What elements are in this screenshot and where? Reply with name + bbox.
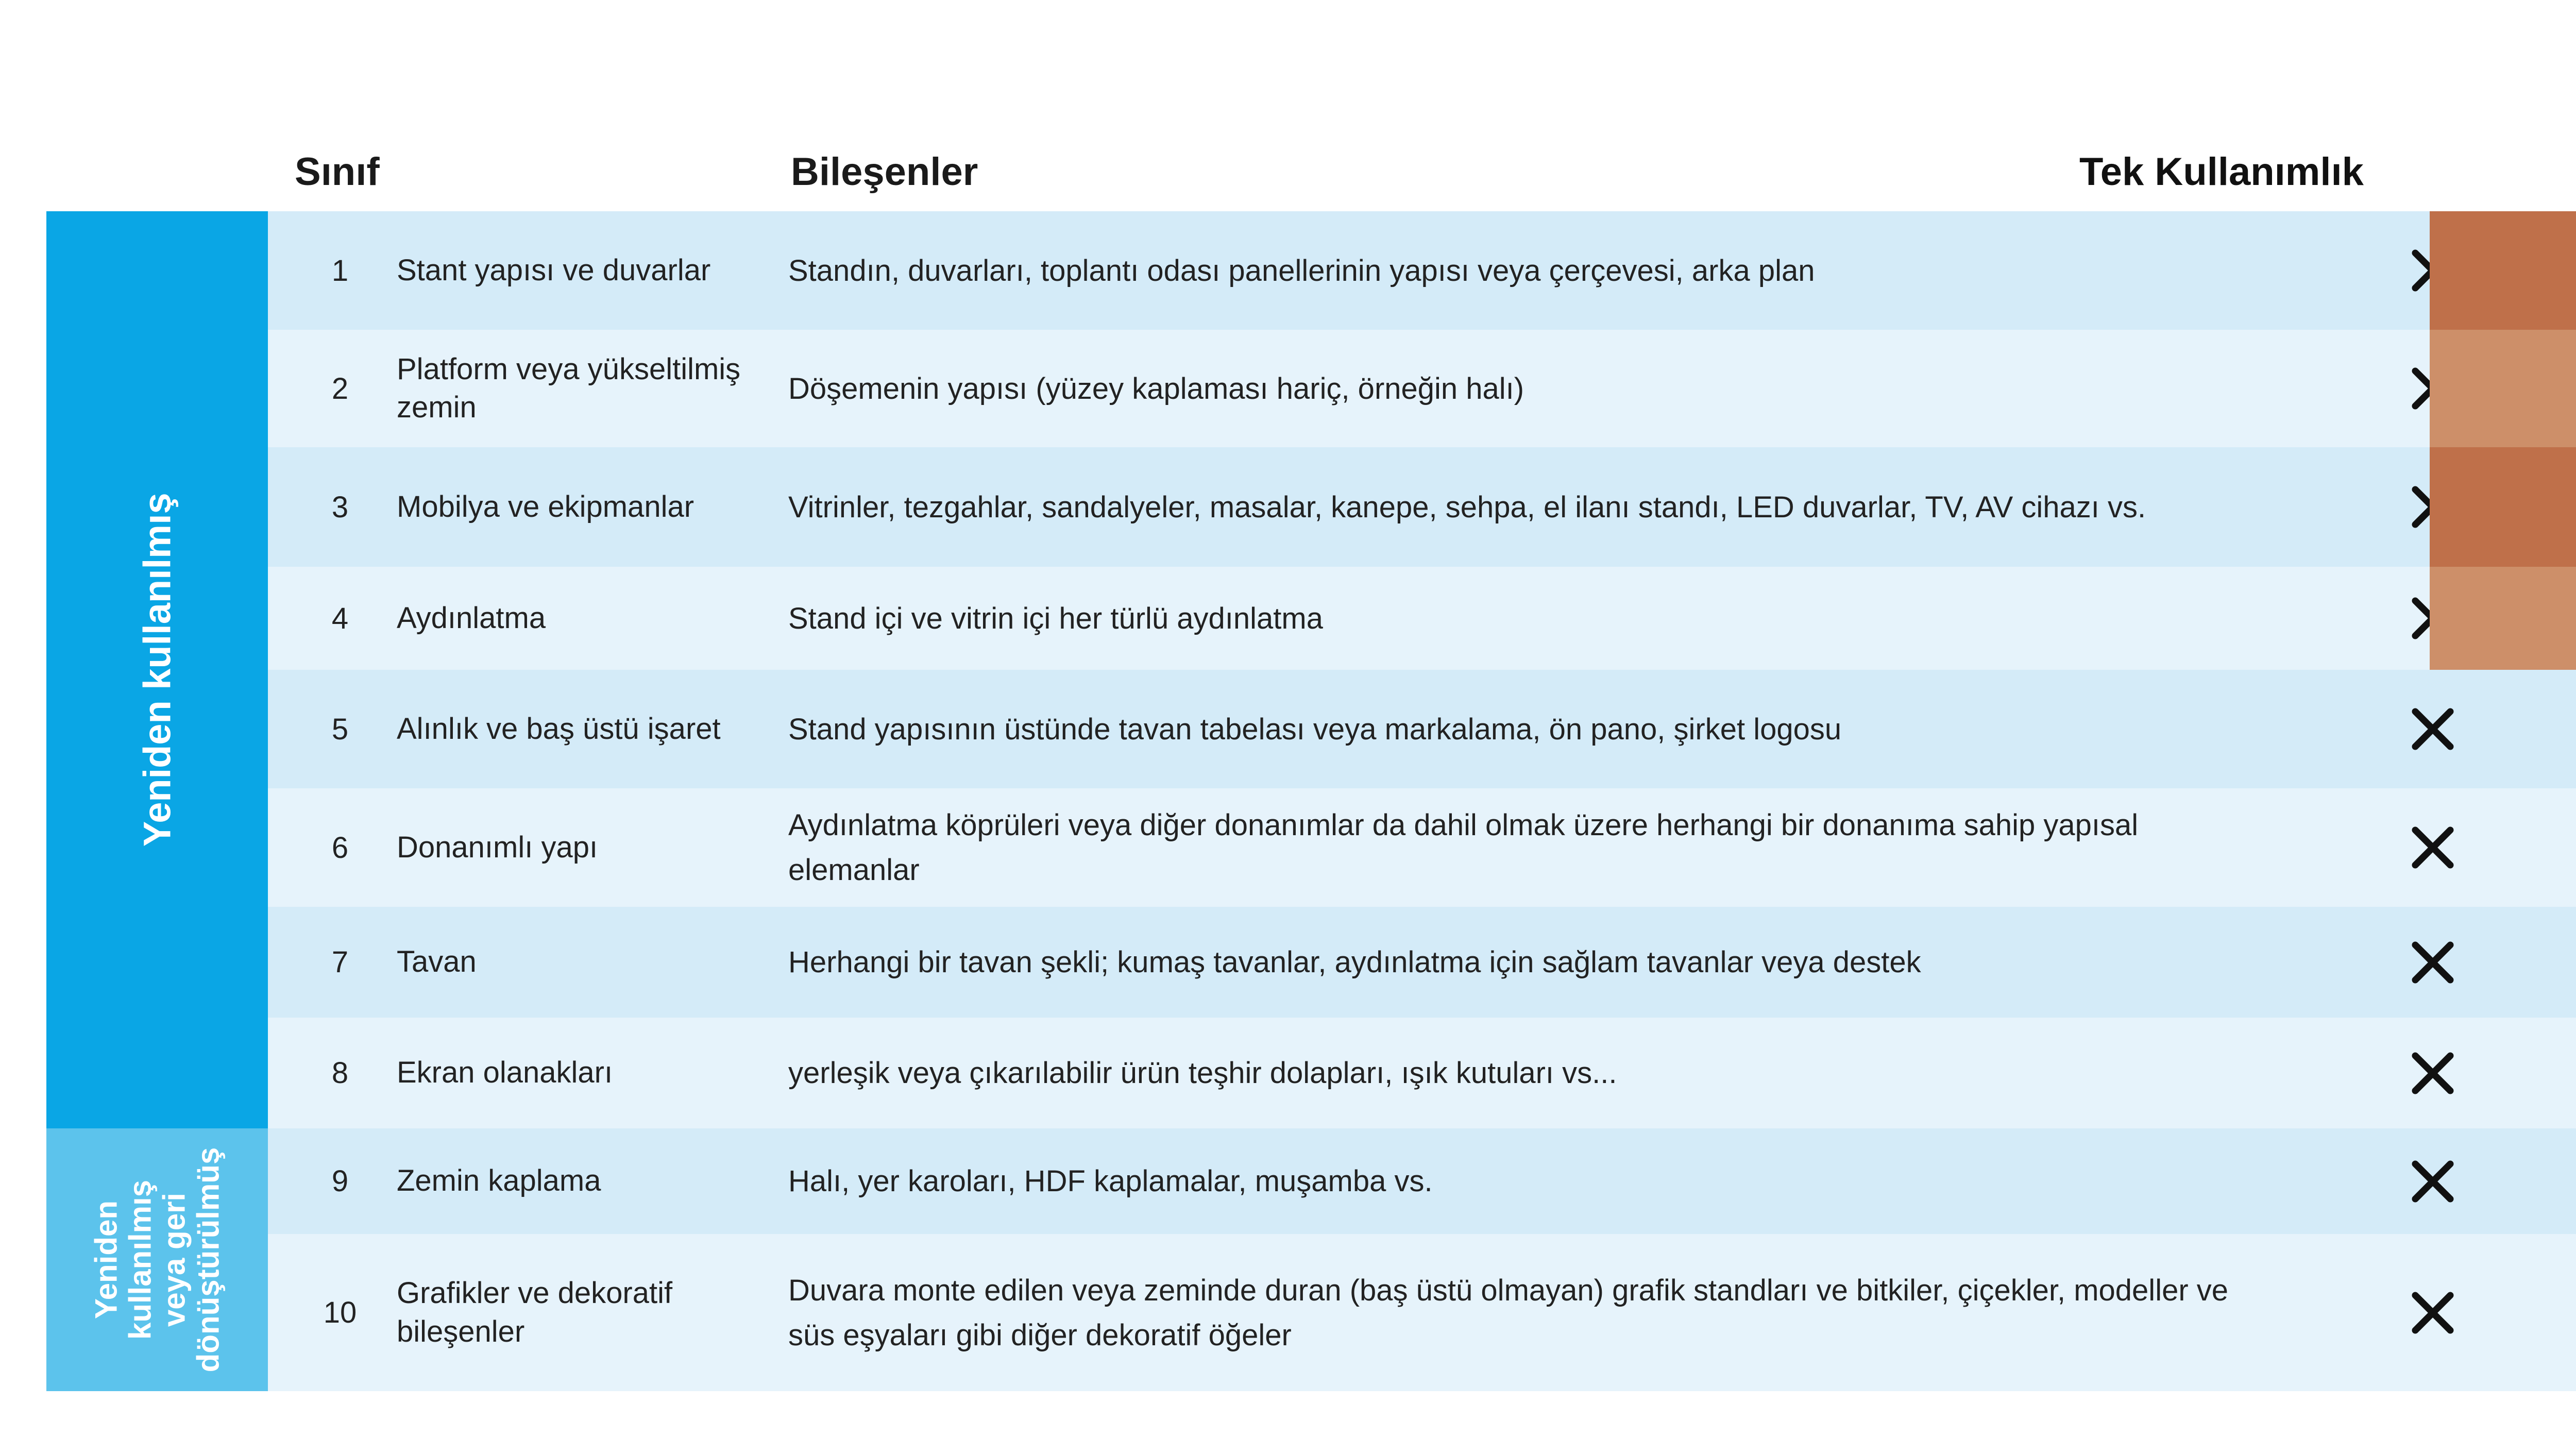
mark-bronze xyxy=(2430,211,2576,330)
table-row xyxy=(268,1018,2576,1128)
row-components: Vitrinler, tezgahlar, sandalyeler, masalar, kanepe, sehpa, el ilanı standı, LED duvarlar, TV, AV cihazı vs. xyxy=(788,490,2146,524)
row-components: Döşemenin yapısı (yüzey kaplaması hariç, örneğin halı) xyxy=(788,371,1524,405)
row-class-name: Zemin kaplama xyxy=(397,1164,601,1198)
row-class-name: Donanımlı yapı xyxy=(397,830,598,864)
row-number: 8 xyxy=(331,1056,349,1090)
row-components: Herhangi bir tavan şekli; kumaş tavanlar, aydınlatma için sağlam tavanlar veya destek xyxy=(788,945,1921,979)
mark-bronze xyxy=(2430,1234,2576,1391)
mark-bronze xyxy=(2430,1128,2576,1234)
row-components: Stand içi ve vitrin içi her türlü aydınlatma xyxy=(788,601,1323,635)
table-row xyxy=(268,670,2576,788)
row-components: yerleşik veya çıkarılabilir ürün teşhir dolapları, ışık kutuları vs... xyxy=(788,1056,1617,1090)
row-class-name: Aydınlatma xyxy=(397,601,546,635)
row-number: 9 xyxy=(331,1164,349,1198)
mark-bronze xyxy=(2430,447,2576,567)
row-number: 2 xyxy=(331,371,349,405)
sidebar-group-reused xyxy=(46,211,268,1128)
row-number: 6 xyxy=(331,831,349,865)
table-row xyxy=(268,1234,2576,1391)
row-components: Stand yapısının üstünde tavan tabelası veya markalama, ön pano, şirket logosu xyxy=(788,712,1842,746)
header-tek-kullanimlik: Tek Kullanımlık xyxy=(2079,150,2364,194)
mark-bronze xyxy=(2430,567,2576,670)
row-number: 10 xyxy=(323,1296,357,1329)
mark-bronze xyxy=(2430,670,2576,788)
row-number: 5 xyxy=(331,712,349,746)
row-class-name: Stant yapısı ve duvarlar xyxy=(397,253,711,287)
mark-bronze xyxy=(2430,330,2576,447)
row-components: Aydınlatma köprüleri veya diğer donanımlar da dahil olmak üzere herhangi bir donanıma sahip yapısal elemanlar xyxy=(788,808,2139,887)
table-row xyxy=(268,330,2576,447)
header-bilesenler: Bileşenler xyxy=(791,150,978,194)
row-number: 3 xyxy=(331,490,349,524)
row-number: 7 xyxy=(331,945,349,979)
tier-header-bronze xyxy=(2430,26,2576,201)
mark-bronze xyxy=(2430,907,2576,1018)
row-class-name: Ekran olanakları xyxy=(397,1056,613,1090)
table-row xyxy=(268,907,2576,1018)
sidebar-group-reused-recycled xyxy=(46,1128,268,1391)
table-row xyxy=(268,788,2576,907)
row-class-name: Mobilya ve ekipmanlar xyxy=(397,489,694,523)
header-sinif: Sınıf xyxy=(295,150,380,194)
row-components: Standın, duvarları, toplantı odası panellerinin yapısı veya çerçevesi, arka plan xyxy=(788,253,1815,288)
table-row xyxy=(268,1128,2576,1234)
row-components: Halı, yer karoları, HDF kaplamalar, muşamba vs. xyxy=(788,1164,1433,1198)
tier-label-bronze xyxy=(2430,147,2576,179)
table-row xyxy=(268,211,2576,330)
table-row xyxy=(268,567,2576,670)
row-class-name: Alınlık ve baş üstü işaret xyxy=(397,712,721,746)
sidebar-group-reused-label: Yeniden kullanılmış xyxy=(135,493,179,847)
row-class-name: Platform veya yükseltilmiş zemin xyxy=(397,352,741,424)
row-number: 1 xyxy=(331,253,349,288)
mark-bronze xyxy=(2430,1018,2576,1128)
row-components: Duvara monte edilen veya zeminde duran (baş üstü olmayan) grafik standları ve bitkiler, çiçekler, modeller ve süs eşyaları gibi diğer dekoratif öğeler xyxy=(788,1273,2229,1352)
sidebar-group-reused-recycled-label: Yeniden kullanılmış veya geri dönüştürülmüş xyxy=(89,1147,226,1373)
row-class-name: Grafikler ve dekoratif bileşenler xyxy=(397,1276,673,1348)
table-row xyxy=(268,447,2576,567)
mark-bronze xyxy=(2430,788,2576,907)
row-number: 4 xyxy=(331,601,349,635)
row-class-name: Tavan xyxy=(397,945,477,979)
